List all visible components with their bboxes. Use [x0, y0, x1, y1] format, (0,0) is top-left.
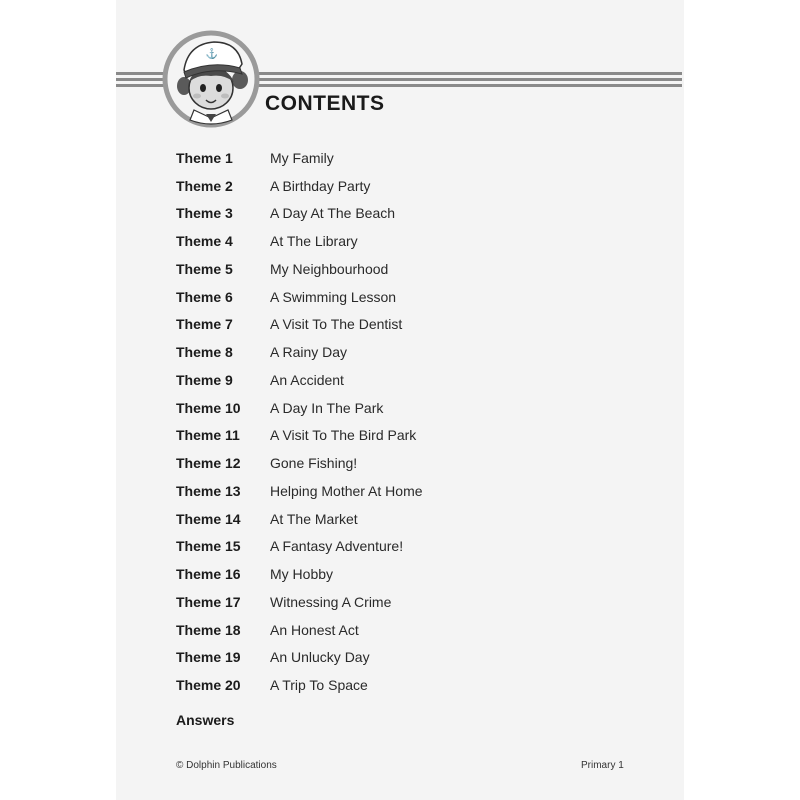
list-item[interactable] — [176, 144, 596, 172]
theme-number: Theme 3 — [176, 205, 233, 222]
list-item[interactable] — [176, 200, 596, 228]
theme-title: My Family — [270, 149, 334, 166]
answers-entry[interactable]: Answers — [176, 712, 235, 728]
theme-title: My Hobby — [270, 566, 334, 583]
theme-number: Theme 2 — [176, 177, 233, 194]
theme-title: A Swimming Lesson — [270, 288, 397, 305]
theme-title: An Unlucky Day — [270, 649, 370, 666]
theme-number: Theme 20 — [176, 677, 241, 694]
theme-title: An Honest Act — [270, 621, 359, 638]
list-item[interactable] — [176, 505, 596, 533]
list-item[interactable] — [176, 338, 596, 366]
list-item[interactable] — [176, 422, 596, 450]
svg-text:⚓: ⚓ — [205, 49, 219, 60]
theme-number: Theme 4 — [176, 233, 233, 250]
footer-publisher: © Dolphin Publications — [176, 760, 277, 771]
theme-title: A Day At The Beach — [270, 205, 396, 222]
footer-level: Primary 1 — [581, 760, 624, 771]
theme-title: Gone Fishing! — [270, 455, 358, 472]
theme-title: A Birthday Party — [270, 177, 371, 194]
theme-title: My Neighbourhood — [270, 260, 389, 277]
theme-title: A Visit To The Bird Park — [270, 427, 417, 444]
theme-number: Theme 12 — [176, 455, 241, 472]
theme-title: A Fantasy Adventure! — [270, 538, 404, 555]
theme-number: Theme 11 — [176, 427, 240, 444]
list-item[interactable] — [176, 227, 596, 255]
list-item[interactable] — [176, 644, 596, 672]
theme-number: Theme 16 — [176, 566, 241, 583]
list-item[interactable] — [176, 283, 596, 311]
theme-title: A Rainy Day — [270, 344, 348, 361]
sailor-child-icon — [162, 30, 260, 128]
theme-title: A Trip To Space — [270, 677, 368, 694]
theme-number: Theme 14 — [176, 510, 241, 527]
list-item[interactable] — [176, 533, 596, 561]
theme-number: Theme 6 — [176, 288, 233, 305]
list-item[interactable] — [176, 311, 596, 339]
list-item[interactable] — [176, 560, 596, 588]
theme-title: Helping Mother At Home — [270, 482, 423, 499]
list-item[interactable] — [176, 616, 596, 644]
theme-number: Theme 17 — [176, 593, 241, 610]
theme-title: At The Library — [270, 233, 358, 250]
theme-number: Theme 19 — [176, 649, 241, 666]
list-item[interactable] — [176, 449, 596, 477]
theme-number: Theme 5 — [176, 260, 233, 277]
theme-number: Theme 7 — [176, 316, 233, 333]
theme-number: Theme 10 — [176, 399, 241, 416]
list-item[interactable] — [176, 366, 596, 394]
theme-title: Witnessing A Crime — [270, 593, 392, 610]
list-item[interactable] — [176, 671, 596, 699]
contents-list — [176, 144, 596, 699]
list-item[interactable] — [176, 394, 596, 422]
theme-title: A Day In The Park — [270, 399, 384, 416]
theme-number: Theme 15 — [176, 538, 241, 555]
theme-number: Theme 1 — [176, 149, 233, 166]
list-item[interactable] — [176, 172, 596, 200]
theme-number: Theme 18 — [176, 621, 241, 638]
list-item[interactable] — [176, 477, 596, 505]
theme-number: Theme 9 — [176, 371, 233, 388]
theme-title: An Accident — [270, 371, 344, 388]
page-title: CONTENTS — [265, 92, 385, 115]
theme-title: A Visit To The Dentist — [270, 316, 403, 333]
theme-number: Theme 8 — [176, 344, 233, 361]
theme-title: At The Market — [270, 510, 358, 527]
list-item[interactable] — [176, 588, 596, 616]
theme-number: Theme 13 — [176, 482, 241, 499]
list-item[interactable] — [176, 255, 596, 283]
